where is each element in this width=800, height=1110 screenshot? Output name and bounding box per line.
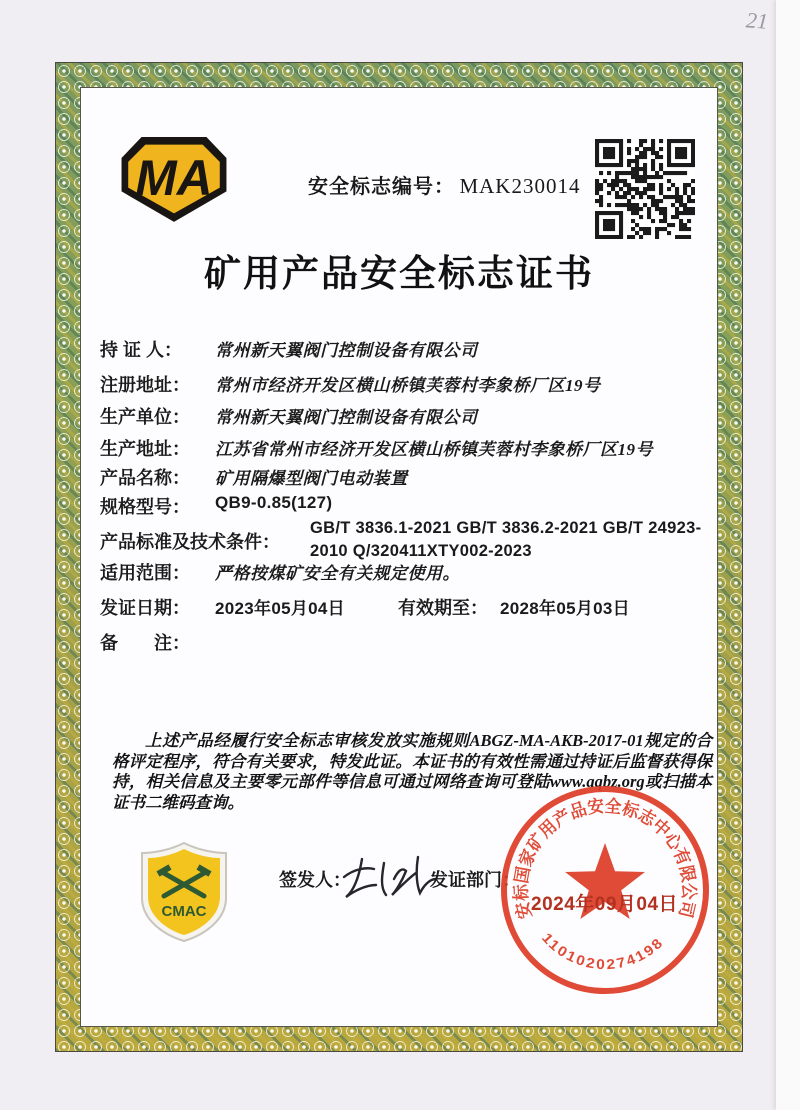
field-row-model bbox=[0, 493, 800, 519]
field-label: 生产地址： bbox=[100, 439, 190, 459]
field-value: 常州新天翼阀门控制设备有限公司 bbox=[215, 408, 478, 427]
field-label: 注册地址： bbox=[100, 375, 190, 395]
field-label: 产品名称： bbox=[100, 468, 190, 488]
field-label: 持 证 人： bbox=[100, 340, 183, 360]
field-label: 生产单位： bbox=[100, 407, 190, 427]
issuing-department-label: 发证部门： bbox=[430, 870, 520, 890]
field-value: 矿用隔爆型阀门电动装置 bbox=[215, 469, 408, 488]
field-label: 规格型号： bbox=[100, 497, 190, 517]
signer-label: 签发人： bbox=[279, 870, 351, 890]
field-value: QB9-0.85(127) bbox=[215, 493, 333, 512]
ma-logo-text: MA bbox=[135, 150, 213, 207]
field-row-product-name bbox=[0, 464, 800, 490]
remark-label: 备 注： bbox=[100, 633, 190, 653]
field-row-dates bbox=[0, 594, 800, 620]
field-row-remark bbox=[0, 629, 800, 655]
field-row-scope bbox=[0, 559, 800, 585]
ma-mining-safety-logo-icon bbox=[112, 132, 236, 226]
field-label: 产品标准及技术条件： bbox=[100, 532, 280, 552]
certificate-title: 矿用产品安全标志证书 bbox=[204, 254, 594, 295]
field-row-production-address bbox=[0, 435, 800, 461]
stamp-date: 2024年09月04日 bbox=[531, 894, 679, 915]
stamp-ring-text: 安标国家矿用产品安全标志中心有限公司 bbox=[510, 795, 700, 921]
field-row-standards bbox=[0, 519, 800, 560]
certificate-number-label: 安全标志编号： bbox=[308, 176, 455, 198]
field-value: GB/T 3836.1-2021 GB/T 3836.2-2021 GB/T 24923-2010 Q/320411XTY002-2023 bbox=[310, 519, 702, 560]
certificate-number-line bbox=[308, 170, 580, 199]
field-row-manufacturer bbox=[0, 403, 800, 429]
cmac-shield-logo-icon bbox=[138, 840, 230, 944]
certificate-statement: 上述产品经履行安全标志审核发放实施规则ABGZ-MA-AKB-2017-01规定的合格评定程序，符合有关要求，特发此证。本证书的有效性需通过持证后监督获得保持，相关信息及主要零元部件等信息可通过网络查询可登陆www.aqbz.org或扫描本证书二维码查询。 bbox=[112, 731, 712, 812]
field-label: 适用范围： bbox=[100, 563, 190, 583]
cmac-logo-text: CMAC bbox=[161, 903, 207, 920]
field-value: 常州市经济开发区横山桥镇芙蓉村李象桥厂区19号 bbox=[215, 376, 601, 395]
handwritten-page-number: 21 bbox=[745, 7, 769, 34]
svg-text:1101020274198 bbox=[539, 930, 667, 973]
issue-date-value: 2023年05月04日 bbox=[215, 599, 345, 618]
field-value: 常州新天翼阀门控制设备有限公司 bbox=[215, 341, 478, 360]
field-row-holder bbox=[0, 336, 800, 362]
scan-edge bbox=[776, 0, 800, 1110]
qr-code-icon bbox=[595, 139, 695, 239]
issue-date-label: 发证日期： bbox=[100, 598, 190, 618]
valid-until-label: 有效期至： bbox=[398, 598, 488, 618]
field-row-registered-address bbox=[0, 371, 800, 397]
field-value: 严格按煤矿安全有关规定使用。 bbox=[215, 564, 460, 583]
certificate-number-value: MAK230014 bbox=[459, 174, 581, 198]
stamp-serial-number: 1101020274198 bbox=[539, 929, 667, 973]
field-value: 江苏省常州市经济开发区横山桥镇芙蓉村李象桥厂区19号 bbox=[215, 440, 653, 459]
valid-until-value: 2028年05月03日 bbox=[500, 599, 630, 618]
handwritten-signature bbox=[336, 843, 441, 911]
